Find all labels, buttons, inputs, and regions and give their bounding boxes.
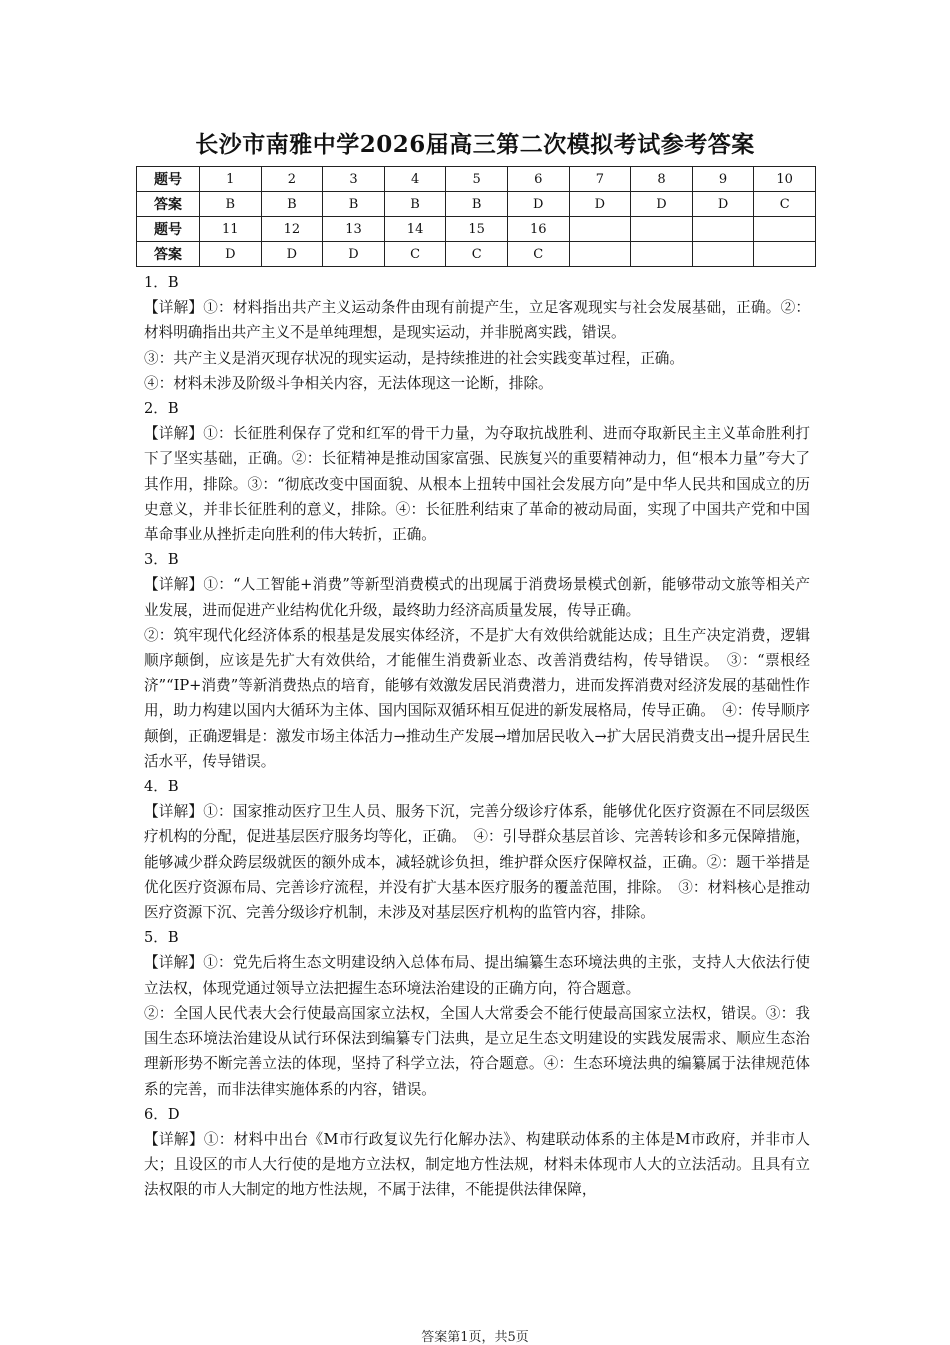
question-3-explanation: 【详解】①：“人工智能+消费”等新型消费模式的出现属于消费场景模式创新，能够带动文旅等相关产业发展，进而促进产业结构优化升级，最终助力经济高质量发展，传导正确。 bbox=[144, 576, 810, 619]
answer-cell: C bbox=[384, 242, 446, 267]
answer-cell: B bbox=[261, 192, 323, 217]
question-number: 10 bbox=[754, 167, 816, 192]
question-number: 9 bbox=[692, 167, 754, 192]
answer-table bbox=[136, 166, 816, 267]
question-1-explanation: ④：材料未涉及阶级斗争相关内容，无法体现这一论断，排除。 bbox=[144, 374, 553, 392]
answer-cell: D bbox=[507, 192, 569, 217]
question-number: 8 bbox=[631, 167, 693, 192]
question-number: 12 bbox=[261, 217, 323, 242]
answer-cell: D bbox=[569, 192, 631, 217]
question-2-answer: 2．B bbox=[144, 400, 179, 418]
question-number: 4 bbox=[384, 167, 446, 192]
question-number: 1 bbox=[200, 167, 262, 192]
page-title: 长沙市南雅中学2026届高三第二次模拟考试参考答案 bbox=[195, 131, 755, 158]
page-footer: 答案第1页，共5页 bbox=[421, 1330, 529, 1345]
question-number: 11 bbox=[200, 217, 262, 242]
question-number: 14 bbox=[384, 217, 446, 242]
question-number: 5 bbox=[446, 167, 508, 192]
question-number bbox=[692, 217, 754, 242]
answer-cell: B bbox=[384, 192, 446, 217]
question-5-explanation: 【详解】①：党先后将生态文明建设纳入总体布局、提出编纂生态环境法典的主张，支持人大依法行使立法权，体现党通过领导立法把握生态环境法治建设的正确方向，符合题意。 bbox=[144, 954, 810, 997]
question-4-answer: 4．B bbox=[144, 778, 179, 796]
question-number: 6 bbox=[507, 167, 569, 192]
answer-cell: D bbox=[323, 242, 385, 267]
question-number: 7 bbox=[569, 167, 631, 192]
answer-cell bbox=[631, 242, 693, 267]
answer-cell: B bbox=[323, 192, 385, 217]
question-3-explanation: ②：筑牢现代化经济体系的根基是发展实体经济，不是扩大有效供给就能达成；且生产决定消费，逻辑顺序颠倒，应该是先扩大有效供给，才能催生消费新业态、改善消费结构，传导错误。 ③：“票根经济”“IP+消费”等新消费热点的培育，能够有效激发居民消费潜力，进而发挥消费对经济发展的基础性作用，助力构建以国内大循环为主体、国内国际双循环相互促进的新发展格局，传导正确。 ④：传导顺序颠倒，正确逻辑是：激发市场主体活力→推动生产发展→增加居民收入→扩大居民消费支出→提升居民生活水平，传导错误。 bbox=[144, 626, 810, 770]
answer-cell: B bbox=[200, 192, 262, 217]
table-row bbox=[137, 217, 816, 242]
question-1-explanation: ③：共产主义是消灭现存状况的现实运动，是持续推进的社会实践变革过程，正确。 bbox=[144, 349, 684, 367]
question-number: 13 bbox=[323, 217, 385, 242]
question-1-explanation: 【详解】①：材料指出共产主义运动条件由现有前提产生，立足客观现实与社会发展基础，正确。②：材料明确指出共产主义不是单纯理想，是现实运动，并非脱离实践，错误。 bbox=[144, 299, 810, 342]
question-number bbox=[631, 217, 693, 242]
question-number bbox=[754, 217, 816, 242]
answer-cell: C bbox=[754, 192, 816, 217]
question-number: 2 bbox=[261, 167, 323, 192]
question-5-answer: 5．B bbox=[144, 929, 179, 947]
answer-cell: D bbox=[692, 192, 754, 217]
question-number: 15 bbox=[446, 217, 508, 242]
answer-cell: D bbox=[261, 242, 323, 267]
question-4-explanation: 【详解】①：国家推动医疗卫生人员、服务下沉，完善分级诊疗体系，能够优化医疗资源在不同层级医疗机构的分配，促进基层医疗服务均等化，正确。 ④：引导群众基层首诊、完善转诊和多元保障措施，能够减少群众跨层级就医的额外成本，减轻就诊负担，维护群众医疗保障权益，正确。②：题干举措是优化医疗资源布局、完善诊疗流程，并没有扩大基本医疗服务的覆盖范围，排除。 ③：材料核心是推动医疗资源下沉、完善分级诊疗机制，未涉及对基层医疗机构的监管内容，排除。 bbox=[144, 803, 810, 922]
table-row bbox=[137, 192, 816, 217]
question-6-answer: 6．D bbox=[144, 1105, 180, 1123]
question-5-explanation: ②：全国人民代表大会行使最高国家立法权，全国人大常委会不能行使最高国家立法权，错误。③：我国生态环境法治建设从试行环保法到编纂专门法典，是立足生态文明建设的实践发展需求、顺应生态治理新形势不断完善立法的体现，坚持了科学立法，符合题意。④：生态环境法典的编纂属于法律规范体系的完善，而非法律实施体系的内容，错误。 bbox=[144, 1004, 810, 1098]
answer-cell bbox=[754, 242, 816, 267]
answer-label: 答案 bbox=[137, 192, 200, 217]
answer-cell: C bbox=[507, 242, 569, 267]
answer-cell: B bbox=[446, 192, 508, 217]
question-2-explanation: 【详解】①：长征胜利保存了党和红军的骨干力量，为夺取抗战胜利、进而夺取新民主主义革命胜利打下了坚实基础，正确。②：长征精神是推动国家富强、民族复兴的重要精神动力，但“根本力量”夸大了其作用，排除。③：“彻底改变中国面貌、从根本上扭转中国社会发展方向”是中华人民共和国成立的历史意义，并非长征胜利的意义，排除。④：长征胜利结束了革命的被动局面，实现了中国共产党和中国革命事业从挫折走向胜利的伟大转折，正确。 bbox=[144, 425, 810, 544]
answer-cell: D bbox=[631, 192, 693, 217]
answer-cell bbox=[569, 242, 631, 267]
question-1-answer: 1．B bbox=[144, 274, 179, 291]
answer-cell: D bbox=[200, 242, 262, 267]
question-3-answer: 3．B bbox=[144, 551, 179, 569]
answer-cell bbox=[692, 242, 754, 267]
header-label: 题号 bbox=[137, 217, 200, 242]
question-number bbox=[569, 217, 631, 242]
table-row bbox=[137, 242, 816, 267]
table-row bbox=[137, 167, 816, 192]
explanations bbox=[144, 270, 810, 1203]
question-6-explanation: 【详解】①：材料中出台《M市行政复议先行化解办法》、构建联动体系的主体是M市政府，并非市人大；且设区的市人大行使的是地方立法权，制定地方性法规，材料未体现市人大的立法活动。且具有立法权限的市人大制定的地方性法规，不属于法律，不能提供法律保障， bbox=[144, 1130, 810, 1199]
answer-label: 答案 bbox=[137, 242, 200, 267]
question-number: 16 bbox=[507, 217, 569, 242]
answer-cell: C bbox=[446, 242, 508, 267]
question-number: 3 bbox=[323, 167, 385, 192]
header-label: 题号 bbox=[137, 167, 200, 192]
